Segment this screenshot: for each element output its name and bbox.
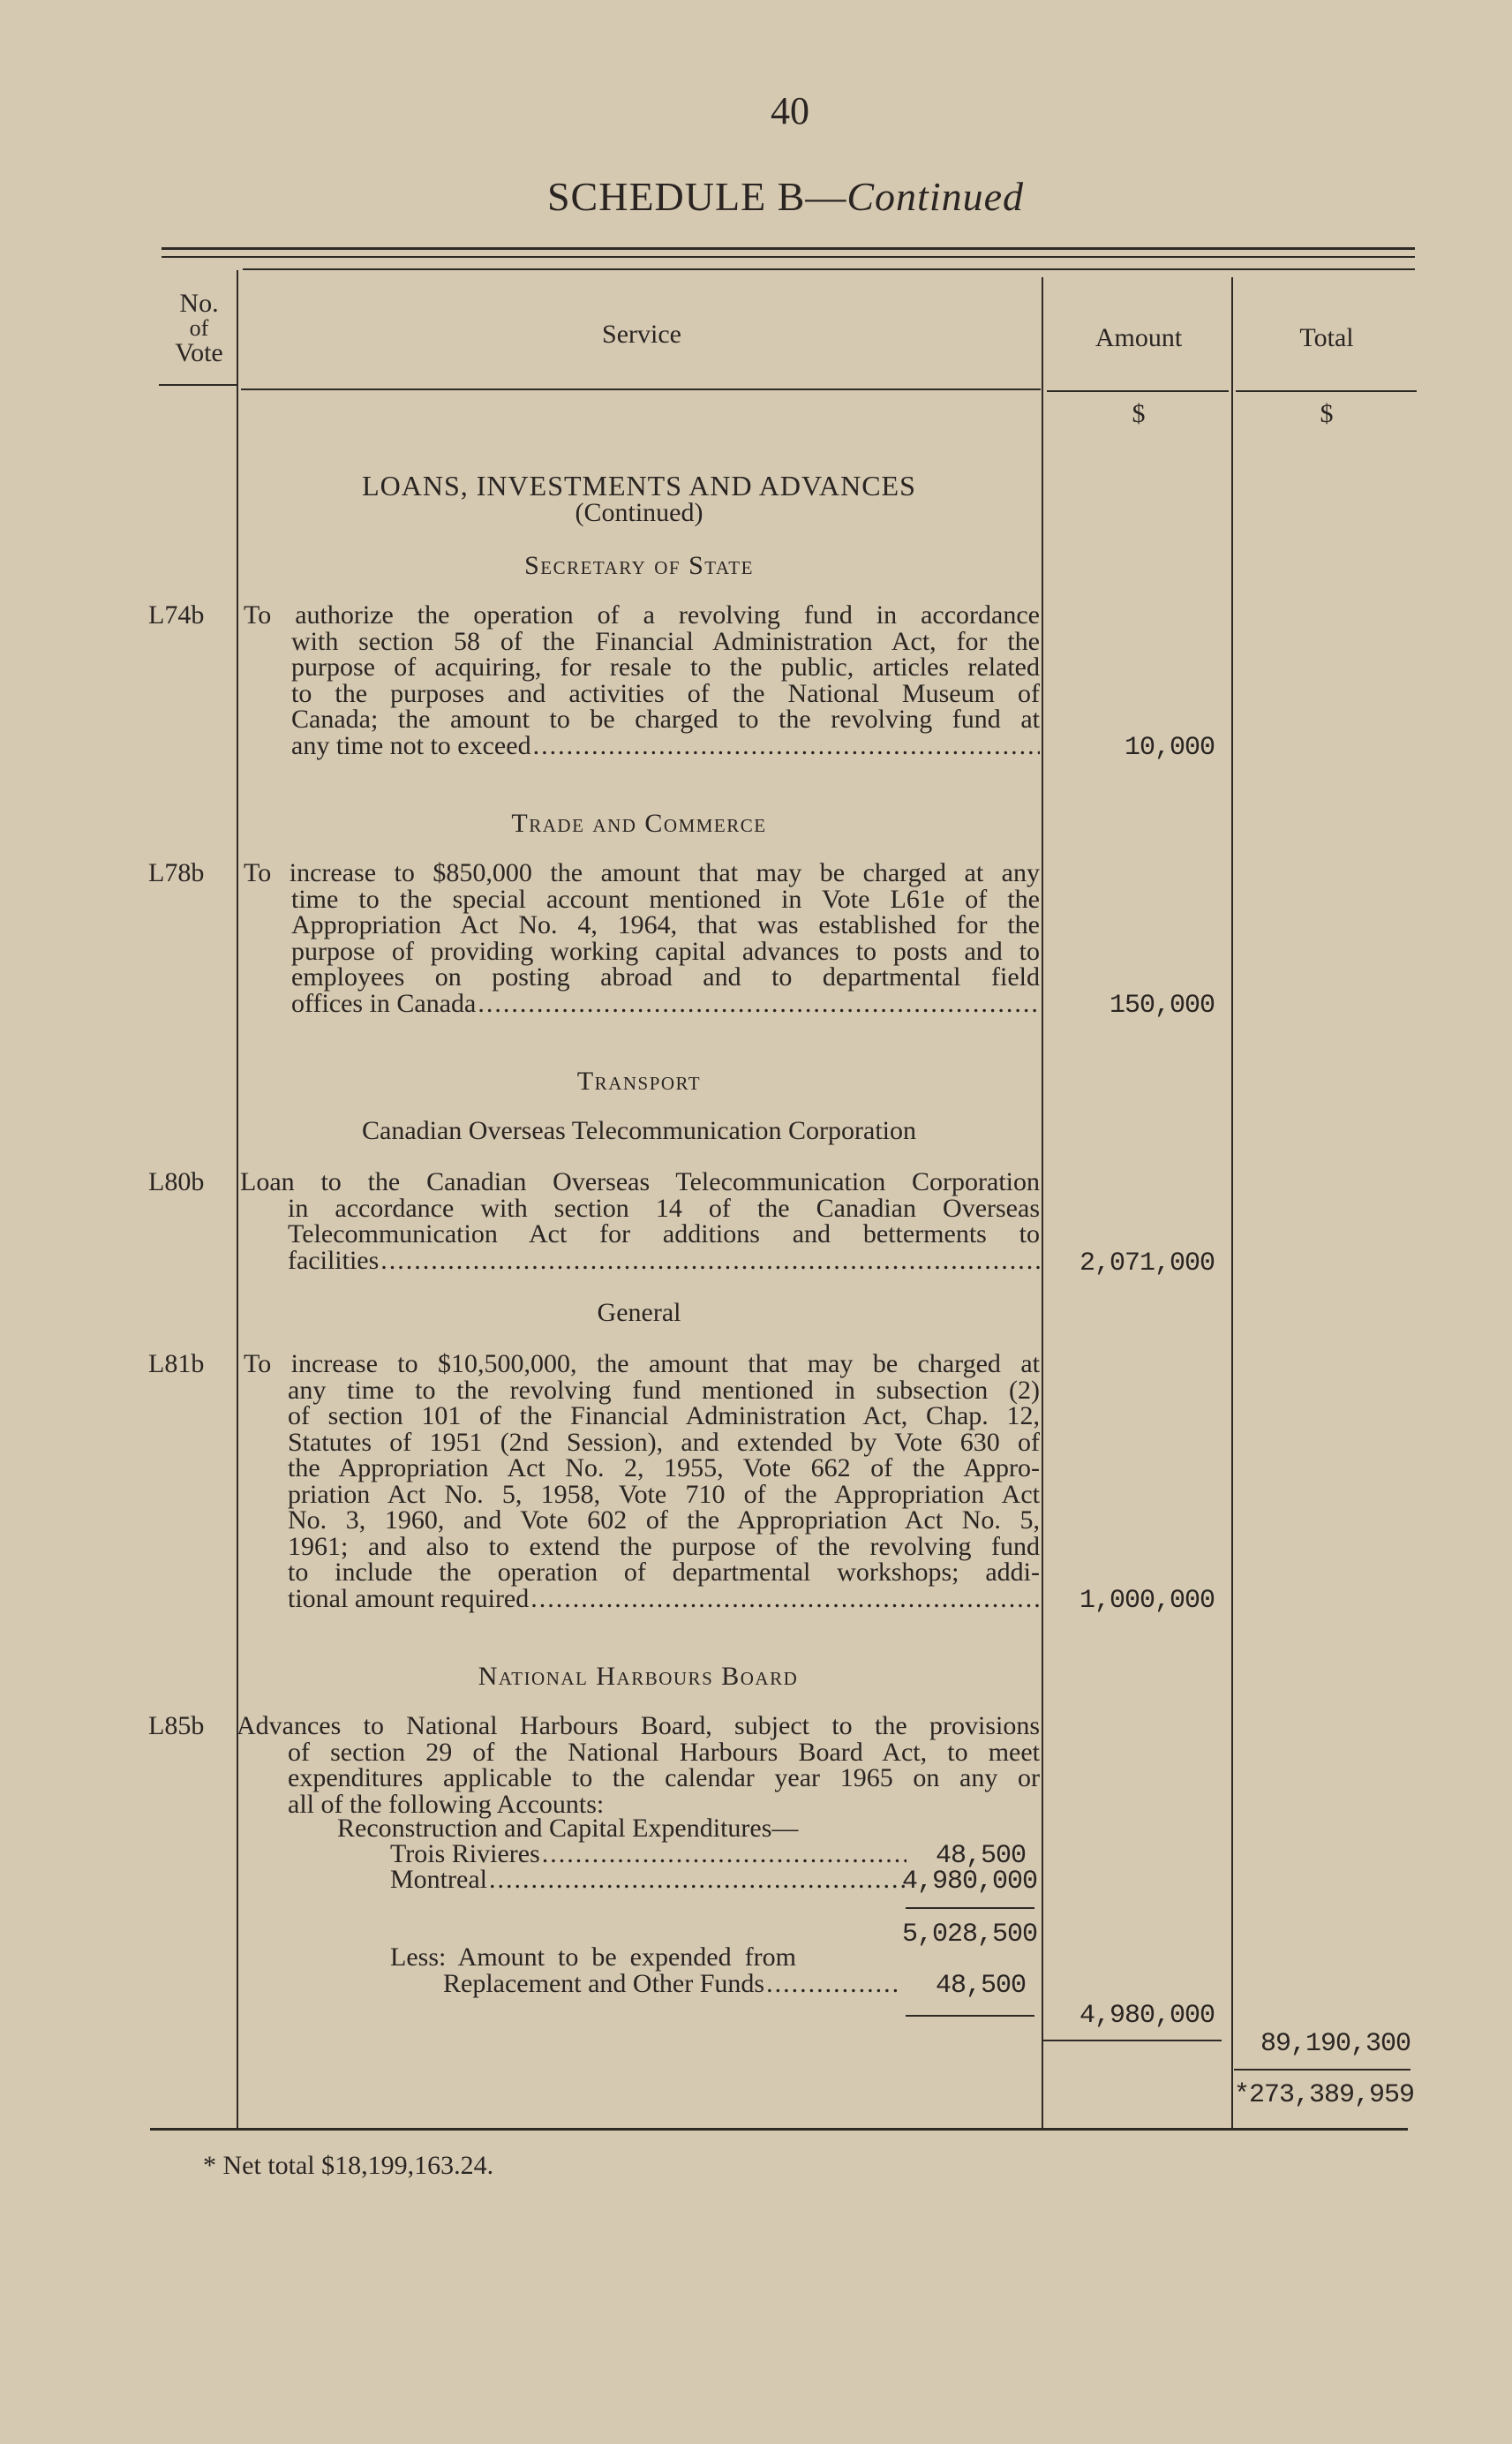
desc-line: To increase to $10,500,000, the amount that may be charged at: [244, 1349, 1040, 1378]
desc-line: purpose of providing working capital advances to posts and to: [291, 936, 1040, 966]
desc-line: To increase to $850,000 the amount that may be charged at any: [244, 858, 1040, 887]
header-rule-vote: [159, 384, 237, 386]
footnote: * Net total $18,199,163.24.: [203, 2151, 494, 2180]
less-row: [443, 1971, 902, 1997]
amount-total-rule: [1043, 2040, 1222, 2041]
top-rule-3: [243, 268, 1415, 270]
sub-row-value: 4,980,000: [902, 1867, 1038, 1897]
header-no-of-vote: [157, 291, 241, 366]
desc-line: in accordance with section 14 of the Canadian Overseas: [288, 1193, 1040, 1223]
desc-line: Statutes of 1951 (2nd Session), and extended by Vote 630 of: [288, 1427, 1040, 1457]
desc-line: of section 101 of the Financial Administration Act, Chap. 12,: [288, 1401, 1040, 1430]
desc-line: any time to the revolving fund mentioned in subsection (2): [288, 1375, 1040, 1405]
desc-line: purpose of acquiring, for resale to the public, articles related: [291, 652, 1040, 682]
sub-row-value: 48,500: [935, 1841, 1026, 1871]
amount-value: 4,980,000: [1079, 2001, 1215, 2031]
subtotal-rule: [906, 1907, 1034, 1909]
service-description: [237, 1169, 1040, 1273]
header-rule-amount: [1047, 390, 1229, 392]
vrule-amount: [1231, 277, 1233, 2128]
dot-leader: [489, 1867, 906, 1893]
vote-number: L74b: [148, 600, 205, 630]
header-of: of: [189, 315, 209, 341]
header-no: No.: [179, 289, 219, 318]
dept-cotc: Canadian Overseas Telecommunication Corporation: [362, 1116, 916, 1145]
header-amount: Amount: [1095, 323, 1183, 352]
sub-row: [390, 1841, 906, 1867]
desc-line: Telecommunication Act for additions and betterments to: [288, 1219, 1040, 1248]
desc-line: 1961; and also to extend the purpose of the revolving fund: [288, 1531, 1040, 1561]
less-rule: [906, 2015, 1034, 2017]
desc-line: tional amount required: [288, 1583, 530, 1613]
section-subtitle: (Continued): [575, 498, 703, 527]
service-description: [237, 1713, 1040, 1817]
title-suffix: Continued: [846, 174, 1025, 219]
vote-number: L80b: [148, 1167, 205, 1196]
dot-leader: [530, 1586, 1040, 1612]
dept-secretary-of-state: Secretary of State: [524, 551, 754, 580]
desc-line: employees on posting abroad and to departmental field: [291, 962, 1040, 992]
desc-line: to include the operation of departmental workshops; addi-: [288, 1558, 1040, 1587]
dot-leader: [380, 1248, 1040, 1274]
desc-line-leader: [237, 730, 1040, 760]
vote-number: L81b: [148, 1349, 205, 1378]
vrule-service: [1042, 277, 1043, 2128]
desc-line: to the purposes and activities of the National Museum of: [291, 678, 1040, 708]
desc-line: of section 29 of the National Harbours Board Act, to meet: [288, 1737, 1040, 1767]
grand-total: *273,389,959: [1234, 2080, 1415, 2110]
sub-heading: Reconstruction and Capital Expenditures—: [337, 1814, 799, 1843]
total-currency: $: [1320, 399, 1334, 428]
sub-row: [390, 1867, 906, 1893]
vote-number: L78b: [148, 858, 205, 887]
less-label-2: Replacement and Other Funds: [443, 1969, 765, 1998]
amount-currency: $: [1132, 399, 1146, 428]
page-number: 40: [771, 89, 809, 132]
title-main: SCHEDULE B: [546, 174, 806, 219]
header-total: Total: [1299, 323, 1354, 352]
sub-row-label: Trois Rivieres: [390, 1839, 540, 1868]
desc-line: To authorize the operation of a revolving fund in accordance: [244, 600, 1040, 630]
dot-leader: [478, 991, 1040, 1017]
desc-line-leader: [237, 1583, 1040, 1613]
dept-general: General: [597, 1298, 681, 1327]
dept-national-harbours-board: National Harbours Board: [478, 1662, 799, 1691]
top-rule-1: [162, 247, 1415, 250]
desc-line: Canada; the amount to be charged to the revolving fund at: [291, 705, 1040, 734]
desc-line: Appropriation Act No. 4, 1964, that was established for the: [291, 910, 1040, 939]
amount-value: 2,071,000: [1079, 1248, 1215, 1279]
desc-line: time to the special account mentioned in Vote L61e of the: [291, 884, 1040, 914]
service-description: [237, 1351, 1040, 1611]
sub-subtotal: 5,028,500: [902, 1920, 1038, 1950]
top-rule-2: [162, 256, 1415, 258]
desc-line-leader: [237, 988, 1040, 1018]
total-rule: [1234, 2069, 1410, 2071]
desc-line: No. 3, 1960, and Vote 602 of the Appropriation Act No. 5,: [288, 1505, 1040, 1535]
header-rule-service: [241, 388, 1041, 390]
desc-line: expenditures applicable to the calendar year 1965 on any or: [288, 1763, 1040, 1792]
amount-value: 150,000: [1109, 991, 1215, 1021]
desc-line-leader: [237, 1245, 1040, 1275]
desc-line: the Appropriation Act No. 2, 1955, Vote 662 of the Appro-: [288, 1453, 1040, 1482]
amount-value: 10,000: [1124, 733, 1215, 763]
section-total: 89,190,300: [1260, 2029, 1410, 2059]
dept-transport: Transport: [576, 1067, 702, 1096]
header-service: Service: [602, 320, 681, 349]
service-description: [237, 860, 1040, 1016]
desc-line: offices in Canada: [291, 988, 477, 1018]
less-label-1: Less: Amount to be expended from: [390, 1942, 796, 1972]
dept-trade-and-commerce: Trade and Commerce: [511, 809, 767, 838]
dot-leader: [542, 1841, 906, 1867]
desc-line: all of the following Accounts:: [288, 1789, 605, 1819]
desc-line: Advances to National Harbours Board, subject to the provisions: [237, 1711, 1040, 1740]
page-title: SCHEDULE B—Continued: [546, 174, 1025, 219]
amount-value: 1,000,000: [1079, 1586, 1215, 1616]
desc-line: with section 58 of the Financial Administration Act, for the: [291, 626, 1040, 656]
bottom-rule: [150, 2128, 1408, 2131]
less-value: 48,500: [935, 1971, 1026, 2001]
vote-number: L85b: [148, 1711, 205, 1740]
dot-leader: [533, 733, 1040, 759]
header-rule-total: [1236, 390, 1417, 392]
desc-line: facilities: [288, 1245, 380, 1275]
service-description: [237, 602, 1040, 758]
header-vote: Vote: [175, 338, 223, 367]
dot-leader: [766, 1971, 902, 1997]
section-title: LOANS, INVESTMENTS AND ADVANCES: [362, 470, 916, 502]
sub-row-label: Montreal: [390, 1865, 487, 1894]
desc-line: any time not to exceed: [291, 730, 531, 760]
desc-line: Loan to the Canadian Overseas Telecommunication Corporation: [240, 1167, 1040, 1196]
desc-line: priation Act No. 5, 1958, Vote 710 of the Appropriation Act: [288, 1479, 1040, 1509]
